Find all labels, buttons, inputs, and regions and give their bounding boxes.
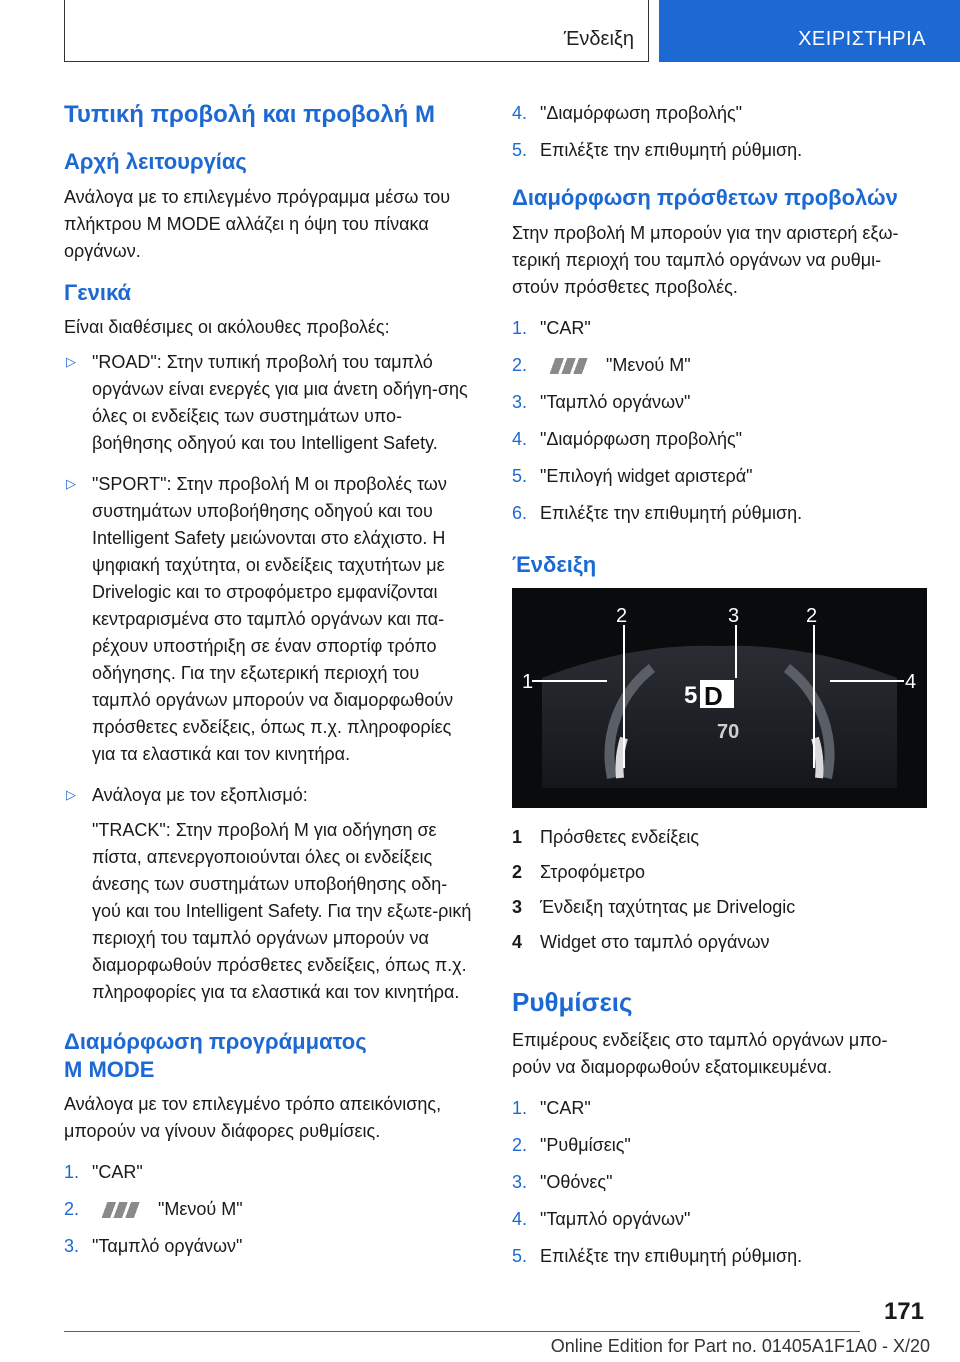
principle-heading: Αρχή λειτουργίας [64,149,247,174]
list-item: ▷ Ανάλογα με τον εξοπλισμό: "TRACK": Στην προβολή M για οδήγηση σε πίστα, απενεργοποιούνται όλες οι ενδείξεις άνεσης των συστημάτων υποβοήθησης οδη-γού και του Intelligent Safety. Για την εξωτε-ρική περιοχή του ταμπλό οργάνων μπορούν να διαμορφωθούν πρόσθετες ενδείξεις, όπως π.χ. πληροφορίες για τα ελαστικά και τον κινητήρα. [64,782,476,1006]
right-column [512,100,924,1284]
triangle-bullet-icon: ▷ [66,476,76,491]
settings-text: Επιμέρους ενδείξεις στο ταμπλό οργάνων μπο-ρούν να διαμορφωθούν εξατομικευμένα. [512,1029,888,1077]
list-item: 5. Επιλέξτε την επιθυμητή ρύθμιση. [512,1245,803,1266]
page-title: Τυπική προβολή και προβολή Μ [64,101,436,128]
principle-text: Ανάλογα με το επιλεγμένο πρόγραμμα μέσω του πλήκτρου M MODE αλλάζει η όψη του πίνακα οργάνων. [64,186,451,261]
program-heading: Διαμόρφωση προγράμματος M MODE [64,1029,367,1082]
general-intro: Είναι διαθέσιμες οι ακόλουθες προβολές: [64,317,390,337]
additional-text: Στην προβολή M μπορούν για την αριστερή εξω-τερική περιοχή του ταμπλό οργάνων να ρυθμι-στούν πρόσθετες προβολές. [512,222,899,297]
callout-4: 4 [905,671,917,693]
track-text: "TRACK": Στην προβολή M για οδήγηση σε πίστα, απενεργοποιούνται όλες οι ενδείξεις άνεσης των συστημάτων υποβοήθησης οδη-γού και του Intelligent Safety. Για την εξωτε-ρική περιοχή του ταμπλό οργάνων μπορούν να διαμορφωθούν πρόσθετες ενδείξεις, όπως π.χ. πληροφορίες για τα ελαστικά και τον κινητήρα. [92,820,472,1002]
additional-heading: Διαμόρφωση πρόσθετων προβολών [512,185,898,210]
instrument-cluster-illustration [512,588,927,808]
legend-item: 1 Πρόσθετες ενδείξεις [512,827,700,847]
list-item: 5. Επιλέξτε την επιθυμητή ρύθμιση. [512,140,803,160]
page-number: 171 [883,1298,924,1325]
right-tachometer-highlight [815,738,820,778]
callout-2-left: 2 [616,605,628,627]
callout-3: 3 [728,605,740,627]
program-steps [64,1159,476,1260]
header-section-label: Ένδειξη [563,28,634,50]
header-section-tab [64,0,649,62]
legend-item: 3 Ένδειξη ταχύτητας με Drivelogic [512,897,796,917]
left-column [64,100,476,1274]
views-list [64,349,476,1006]
cluster-panel [542,646,897,788]
instrument-cluster-image [512,588,927,808]
list-item: ▷ "SPORT": Στην προβολή M οι προβολές των συστημάτων υποβοήθησης οδηγού και του Intelligent Safety μειώνονται στο ελάχιστο. Η ψηφιακή ταχύτητα, οι ενδείξεις ταχυτήτων με Drivelogic και το στροφόμετρο εμφανίζονται κεντραρισμένα στο ταμπλό οργάνων και πα-ρέχουν υποστήριξη σε έναν σπορτίφ τρόπο οδήγησης. Για την εξωτερική περιοχή του ταμπλό οργάνων μπορούν να διαμορφωθούν πρόσθετες ενδείξεις, όπως π.χ. πληροφορίες για τα ελαστικά και τον κινητήρα. [66,474,454,764]
settings-heading: Ρυθμίσεις [512,987,633,1017]
list-item: 5. "Επιλογή widget αριστερά" [512,465,753,486]
list-item: 4. "Διαμόρφωση προβολής" [512,103,743,123]
list-item: 2. "Μενού M" [64,1199,243,1219]
display-legend [512,824,924,956]
legend-item: 2 Στροφόμετρο [512,862,646,882]
list-item: 3. "Ταμπλό οργάνων" [64,1236,243,1256]
display-heading: Ένδειξη [512,551,597,577]
list-item: 2. "Ρυθμίσεις" [512,1134,631,1155]
list-item: 3. "Ταμπλό οργάνων" [512,391,691,412]
program-text: Ανάλογα με τον επιλεγμένο τρόπο απεικόνισης, μπορούν να γίνουν διάφορες ρυθμίσεις. [64,1094,442,1141]
list-item: 6. Επιλέξτε την επιθυμητή ρύθμιση. [512,502,803,523]
mode-letter: D [704,681,723,711]
m-logo-icon [102,1202,150,1218]
program-steps-continued [512,100,924,164]
settings-steps [512,1095,924,1270]
list-item: 4. "Διαμόρφωση προβολής" [512,428,743,449]
speed-readout: 70 [717,721,740,743]
list-item: 1. "CAR" [64,1162,143,1182]
callout-1: 1 [522,671,534,693]
footer-edition: Online Edition for Part no. 01405A1F1A0 - X/20 [550,1336,930,1356]
list-item: 3. "Οθόνες" [512,1171,613,1192]
additional-steps [512,315,924,527]
list-item: ▷ "ROAD": Στην τυπική προβολή του ταμπλό οργάνων είναι ενεργές για μια άνετη οδήγη-σης όλες οι ενδείξεις των συστημάτων υπο-βοήθησης οδηγού και του Intelligent Safety. [66,352,468,453]
gear-indicator: 5 [684,682,698,709]
list-item: 4. "Ταμπλό οργάνων" [512,1208,691,1229]
header-chapter-tab [659,0,960,62]
triangle-bullet-icon: ▷ [66,787,76,802]
list-item: 1. "CAR" [512,1097,591,1118]
list-item: 2. "Μενού M" [512,354,691,375]
m-logo-icon [550,358,598,374]
general-heading: Γενικά [64,279,132,305]
header-chapter-label: ΧΕΙΡΙΣΤΗΡΙΑ [798,28,926,50]
callout-2-right: 2 [806,605,818,627]
footer-divider [64,1331,860,1332]
triangle-bullet-icon: ▷ [66,354,76,369]
list-item: 1. "CAR" [512,317,591,338]
legend-item: 4 Widget στο ταμπλό οργάνων [512,932,770,952]
